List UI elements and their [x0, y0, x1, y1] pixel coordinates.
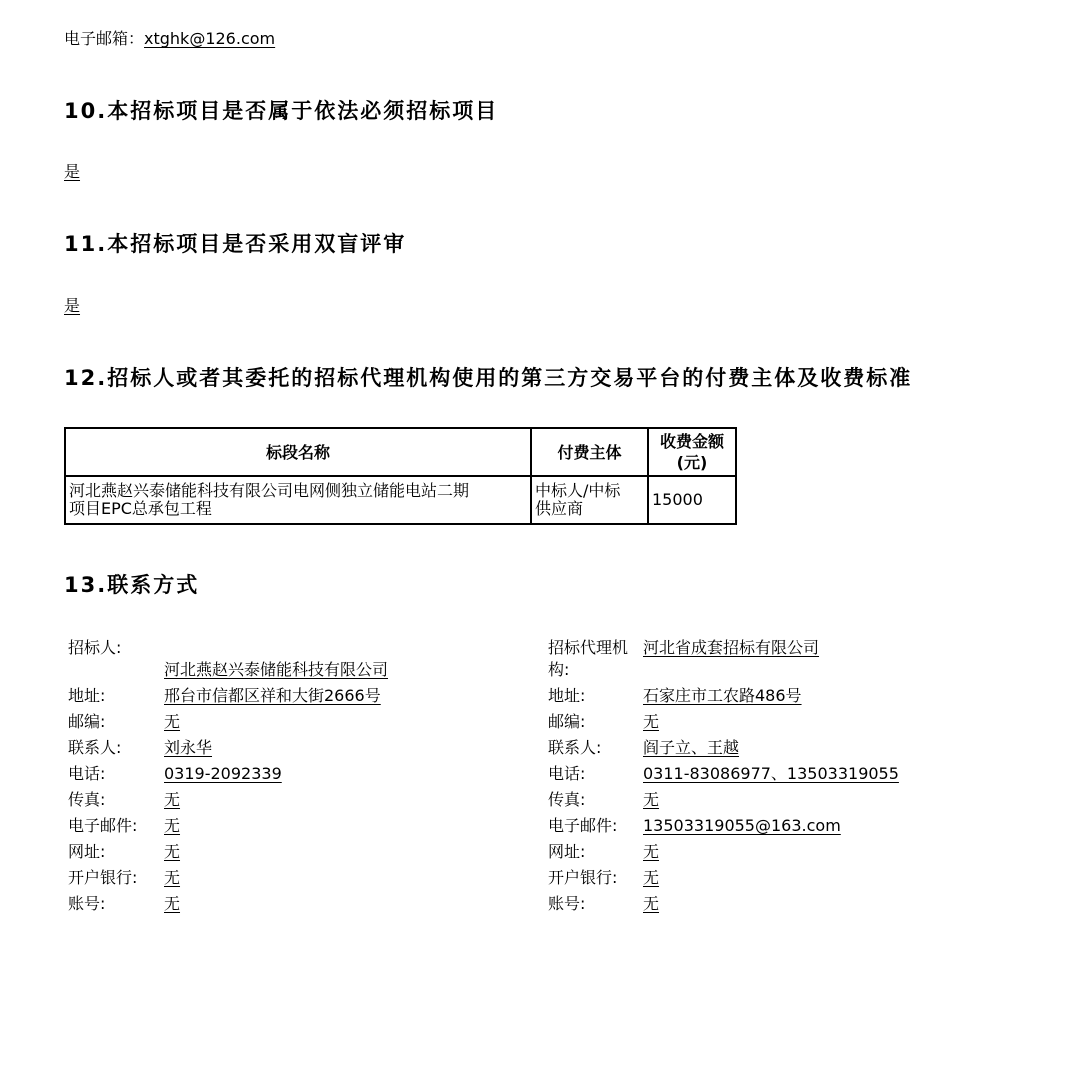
cell-section-name-line1: 河北燕赵兴泰储能科技有限公司电网侧独立储能电站二期 [69, 481, 470, 500]
tenderer-email-value: 无 [164, 816, 181, 835]
agency-email-label: 电子邮件: [548, 816, 618, 835]
agency-fax-label: 传真: [548, 790, 586, 809]
agency-postcode-value: 无 [643, 712, 660, 731]
tenderer-website-value: 无 [164, 842, 181, 861]
table-row [65, 476, 736, 524]
section-11-heading [64, 228, 406, 258]
cell-section-name [65, 476, 531, 524]
fee-table-header-row [65, 428, 736, 476]
cell-section-name-line2: 项目EPC总承包工程 [69, 499, 212, 518]
tenderer-address-label: 地址: [68, 686, 106, 705]
agency-fax-value: 无 [643, 790, 660, 809]
agency-title-label-line1: 招标代理机 [548, 638, 629, 657]
agency-postcode-label: 邮编: [548, 712, 586, 731]
agency-contact-value: 阎子立、王越 [643, 738, 740, 757]
agency-email-value[interactable]: 13503319055@163.com [643, 816, 841, 835]
agency-address-label: 地址: [548, 686, 586, 705]
agency-website-value: 无 [643, 842, 660, 861]
agency-website-label: 网址: [548, 842, 586, 861]
cell-payer-line1: 中标人/中标 [535, 481, 621, 500]
tenderer-account-label: 账号: [68, 894, 106, 913]
agency-phone-value: 0311-83086977、13503319055 [643, 764, 899, 783]
tenderer-postcode-value: 无 [164, 712, 181, 731]
agency-bank-value: 无 [643, 868, 660, 887]
agency-name: 河北省成套招标有限公司 [643, 638, 820, 657]
tenderer-fax-value: 无 [164, 790, 181, 809]
section-10-answer: 是 [64, 162, 81, 181]
header-amount [648, 428, 736, 476]
tenderer-fax-label: 传真: [68, 790, 106, 809]
agency-contact-label: 联系人: [548, 738, 602, 757]
tenderer-contact-value: 刘永华 [164, 738, 213, 757]
tenderer-account-value: 无 [164, 894, 181, 913]
section-number: 13. [64, 573, 108, 597]
header-payer: 付费主体 [531, 428, 648, 476]
section-number: 11. [64, 232, 108, 256]
section-13-heading [64, 569, 199, 599]
tenderer-email-label: 电子邮件: [68, 816, 138, 835]
email-link[interactable]: xtghk@126.com [144, 29, 276, 48]
section-12-heading [64, 362, 912, 392]
tenderer-bank-value: 无 [164, 868, 181, 887]
section-title: 本招标项目是否属于依法必须招标项目 [107, 99, 499, 123]
agency-address-value: 石家庄市工农路486号 [643, 686, 802, 705]
cell-payer [531, 476, 648, 524]
tenderer-contact-label: 联系人: [68, 738, 122, 757]
fee-table [64, 427, 737, 525]
tenderer-address-value: 邢台市信都区祥和大街2666号 [164, 686, 381, 705]
tenderer-website-label: 网址: [68, 842, 106, 861]
email-label: 电子邮箱： [64, 29, 145, 48]
cell-amount: 15000 [648, 476, 736, 524]
section-number: 12. [64, 366, 108, 390]
tenderer-title-label: 招标人: [68, 638, 122, 657]
section-title: 联系方式 [107, 573, 200, 597]
header-amount-line1: 收费金额 [659, 432, 724, 451]
header-amount-line2: (元) [676, 453, 708, 472]
section-10-heading [64, 95, 498, 125]
agency-account-label: 账号: [548, 894, 586, 913]
tenderer-name: 河北燕赵兴泰储能科技有限公司 [164, 660, 389, 679]
cell-payer-line2: 供应商 [535, 499, 584, 518]
email-line [64, 29, 275, 49]
tenderer-phone-label: 电话: [68, 764, 106, 783]
header-section-name: 标段名称 [65, 428, 531, 476]
agency-account-value: 无 [643, 894, 660, 913]
section-title: 招标人或者其委托的招标代理机构使用的第三方交易平台的付费主体及收费标准 [107, 366, 913, 390]
tenderer-bank-label: 开户银行: [68, 868, 138, 887]
section-title: 本招标项目是否采用双盲评审 [107, 232, 407, 256]
tenderer-postcode-label: 邮编: [68, 712, 106, 731]
section-11-answer: 是 [64, 296, 81, 315]
agency-bank-label: 开户银行: [548, 868, 618, 887]
agency-phone-label: 电话: [548, 764, 586, 783]
agency-title-label-line2: 构: [548, 660, 570, 679]
tenderer-phone-value: 0319-2092339 [164, 764, 282, 783]
section-number: 10. [64, 99, 108, 123]
